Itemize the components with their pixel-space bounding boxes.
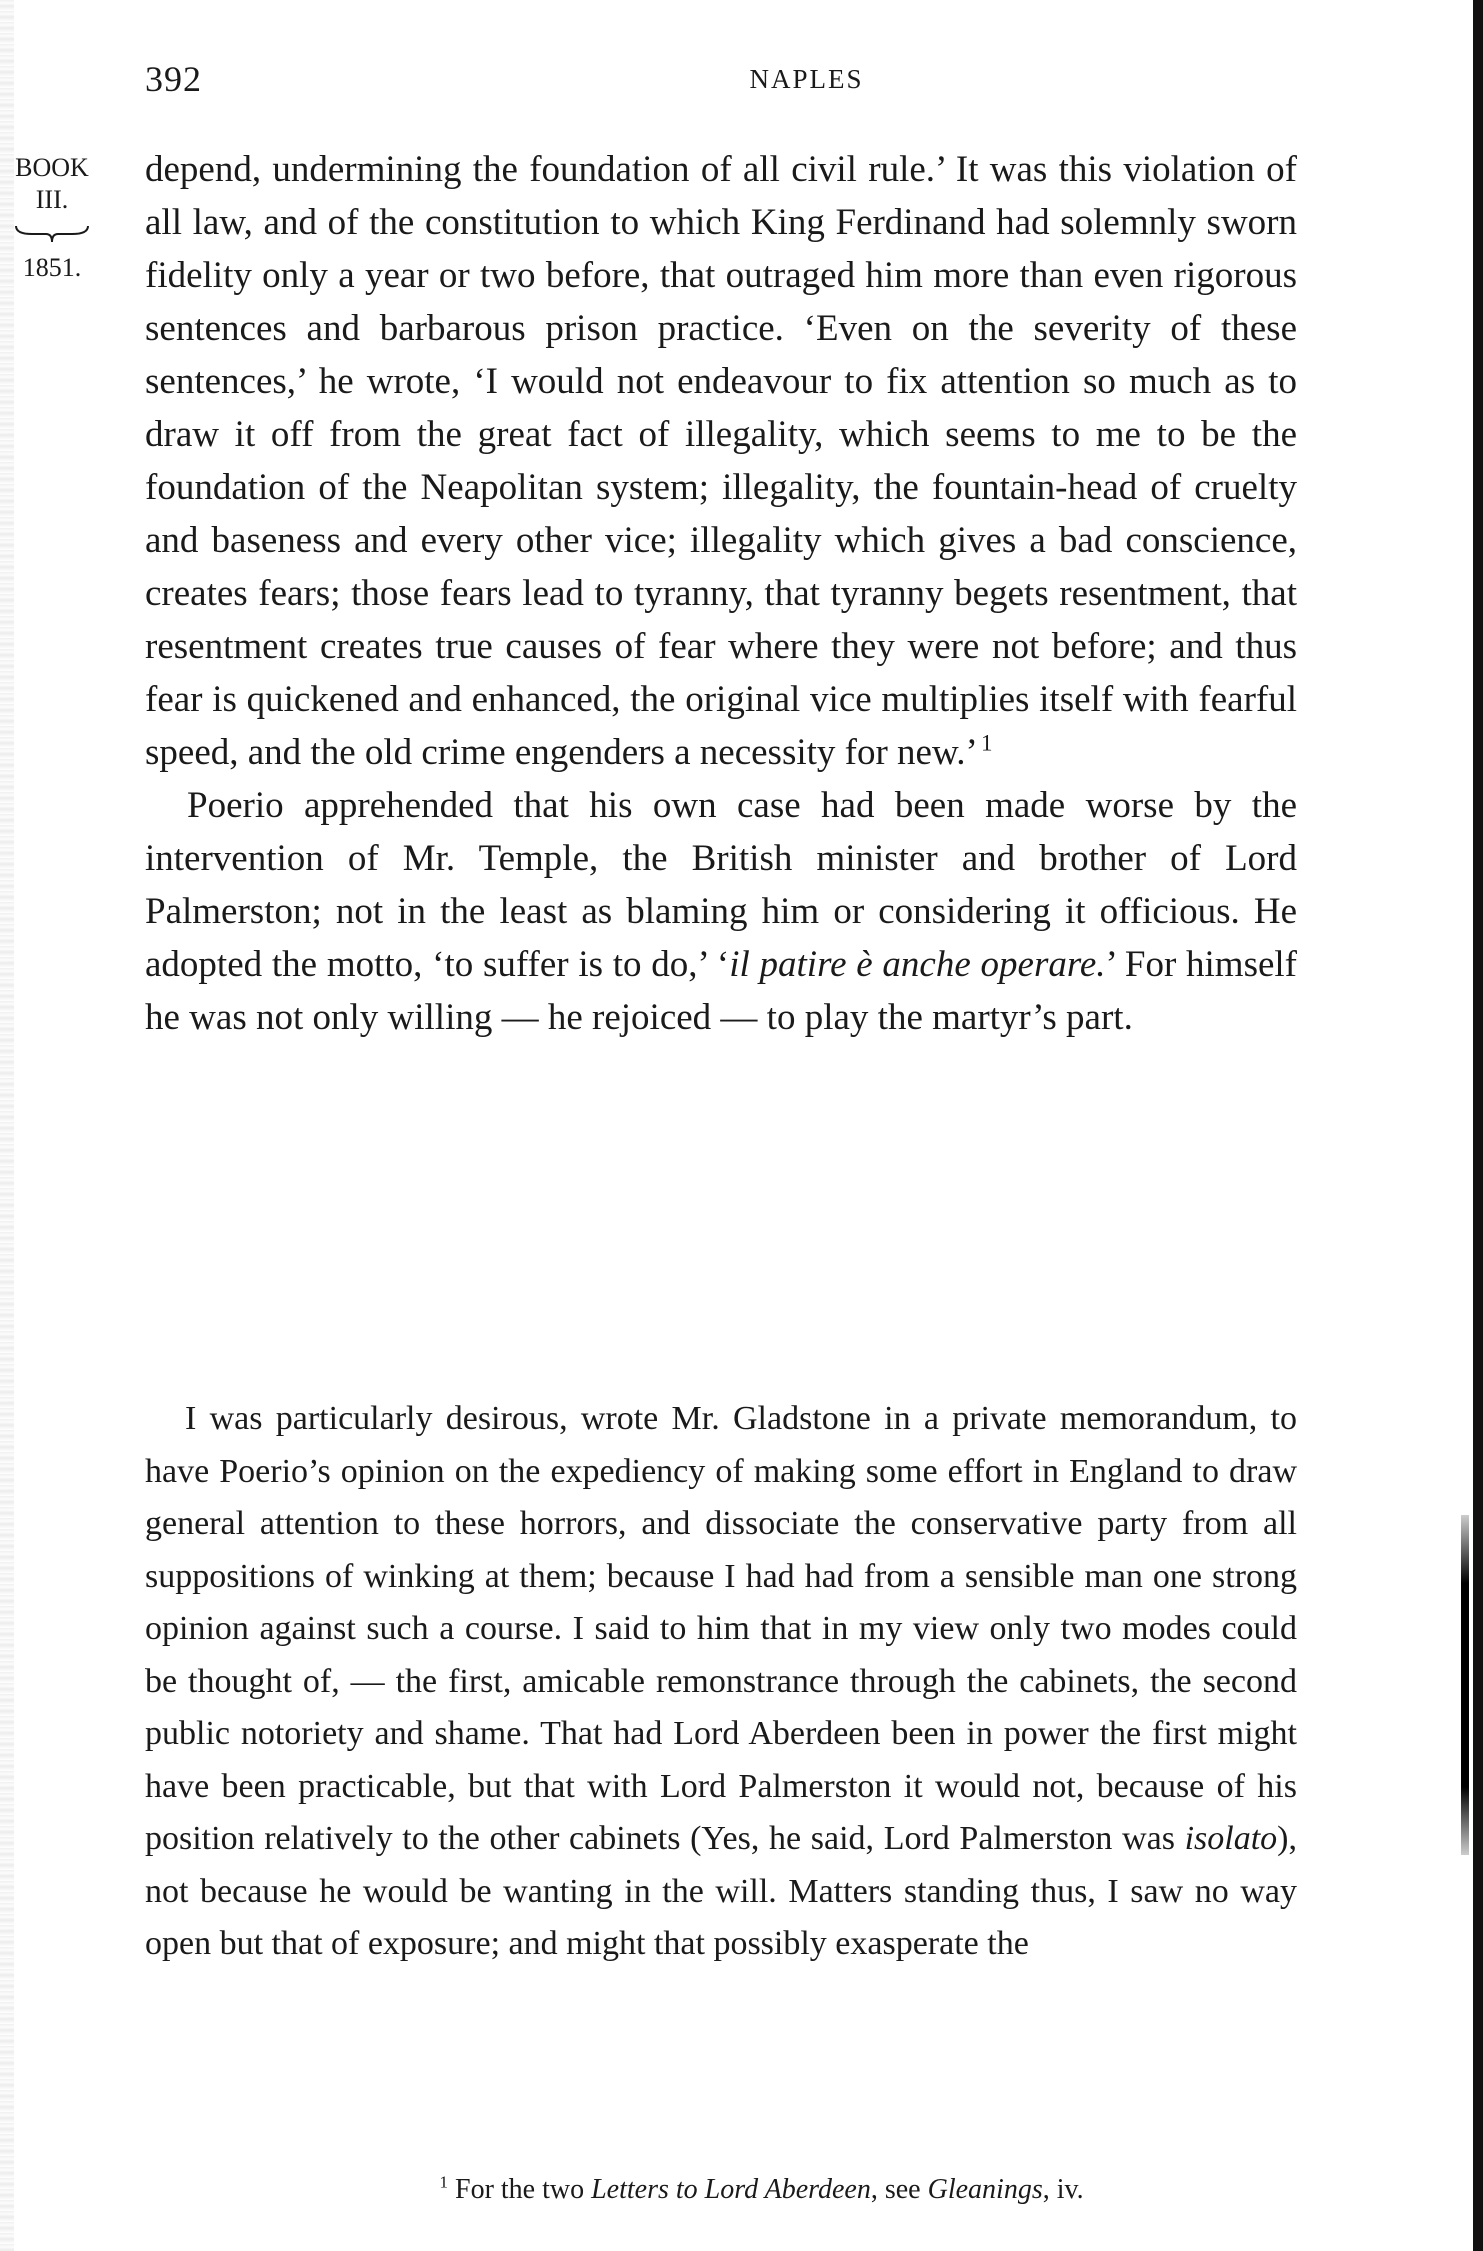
- paragraph-1: [145, 143, 1297, 779]
- quotation-text-a: I was particularly desirous, wrote Mr. Gladstone in a private memorandum, to have Poerio’s opinion on the expediency of making some effort in England to draw general attention to these horrors, and dissociate the conservative party from all suppositions of winking at them; because I had had from a sensible man one strong opinion against such a course. I said to him that in my view only two modes could be thought of, — the first, amicable remonstrance through the cabinets, the second public notoriety and shame. That had Lord Aberdeen been in power the first might have been practicable, but that with Lord Palmerston it would not, because of his position relatively to the other cabinets (Yes, he said, Lord Palmerston was: [145, 1400, 1297, 1857]
- margin-year: 1851.: [22, 253, 82, 282]
- footnote-title-gleanings: Gleanings: [927, 2174, 1043, 2205]
- running-head: [0, 58, 1483, 98]
- right-edge-ink-mark: [1461, 1515, 1469, 1855]
- paragraph-2-text-a: Poerio apprehended that his own case had been made worse by the intervention of Mr. Temple, the British minister and brother of Lord Palmerston; not in the least as blaming him or considering it officious. He adopted the motto, ‘to suffer is to do,’ ‘: [145, 785, 1297, 985]
- footnote-marker: 1: [439, 2172, 448, 2192]
- margin-note: [2, 152, 102, 284]
- right-page-edge: [1473, 0, 1483, 2251]
- footnote: [0, 2174, 1483, 2206]
- footnote-title-letters: Letters to Lord Aberdeen: [591, 2174, 871, 2205]
- memorandum-quotation: [145, 1393, 1297, 1971]
- page-number: 392: [145, 59, 202, 99]
- footnote-reference: 1: [980, 730, 993, 756]
- quotation-paragraph: [145, 1393, 1297, 1971]
- paragraph-2-text-b: ’ For himself he was not only willing — he rejoiced — to play the martyr’s part.: [145, 944, 1297, 1038]
- running-title: NAPLES: [749, 64, 864, 94]
- footnote-text-c: , iv.: [1042, 2174, 1084, 2205]
- quotation-italic-word: isolato: [1184, 1820, 1278, 1857]
- quotation-text-b: ), not because he would be wanting in the will. Matters standing thus, I saw no way open but that of exposure; and might that possibly exasperate the: [145, 1820, 1297, 1962]
- footnote-text-a: For the two: [448, 2174, 592, 2205]
- margin-brace-icon: [2, 220, 102, 248]
- margin-book-label: BOOK: [15, 153, 89, 182]
- main-text: [145, 143, 1297, 1044]
- paragraph-1-text: depend, undermining the foundation of all civil rule.’ It was this violation of all law, and of the constitution to which King Ferdinand had solemnly sworn fidelity only a year or two before, that outraged him more than even rigorous sentences and barbarous prison practice. ‘Even on the severity of these sentences,’ he wrote, ‘I would not endeavour to fix attention so much as to draw it off from the great fact of illegality, which seems to me to be the foundation of the Neapolitan system; illegality, the fountain-head of cruelty and baseness and every other vice; illegality which gives a bad conscience, creates fears; those fears lead to tyranny, that tyranny begets resentment, that resentment creates true causes of fear where they were not before; and thus fear is quickened and enhanced, the original vice multiplies itself with fearful speed, and the old crime engenders a necessity for new.’: [145, 149, 1297, 773]
- left-gutter-shadow: [0, 0, 14, 2251]
- italian-motto: il patire è anche operare.: [729, 944, 1106, 985]
- paragraph-2: [145, 779, 1297, 1044]
- margin-book-number: III.: [35, 185, 69, 214]
- footnote-text-b: , see: [870, 2174, 928, 2205]
